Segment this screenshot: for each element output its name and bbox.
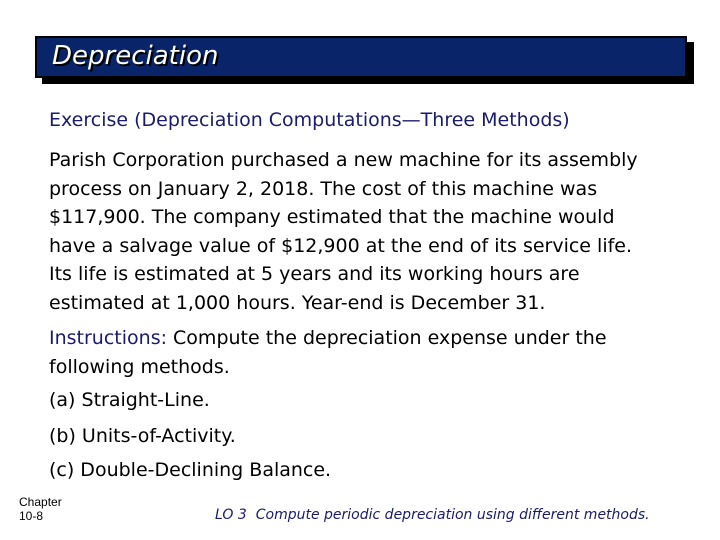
- problem-line: process on January 2, 2018. The cost of this machine was: [49, 177, 598, 200]
- exercise-heading: Exercise (Depreciation Computations—Three Methods): [49, 109, 570, 131]
- instructions-label: Instructions:: [49, 327, 167, 349]
- title-bar: [35, 36, 687, 78]
- problem-line: $117,900. The company estimated that the machine would: [49, 206, 615, 229]
- problem-line: Parish Corporation purchased a new machine for its assembly: [49, 149, 638, 171]
- chapter-label: [19, 495, 62, 523]
- method-double-declining: (c) Double-Declining Balance.: [49, 459, 332, 481]
- problem-line: have a salvage value of $12,900 at the end of its service life.: [49, 234, 633, 257]
- chapter-number: 10-8: [19, 509, 44, 523]
- method-straight-line: (a) Straight-Line.: [49, 389, 210, 411]
- instructions-line-2: following methods.: [49, 355, 230, 378]
- learning-objective: [215, 507, 650, 523]
- method-units-of-activity: (b) Units-of-Activity.: [49, 425, 236, 447]
- slide-title: Depreciation: [52, 41, 219, 71]
- instructions-line-1: [49, 324, 709, 353]
- problem-line: estimated at 1,000 hours. Year-end is December 31.: [49, 291, 546, 314]
- lo-label: LO 3: [215, 507, 247, 523]
- chapter-word: Chapter: [19, 495, 62, 509]
- problem-statement: [49, 146, 709, 318]
- lo-text: Compute periodic depreciation using different methods.: [255, 507, 650, 523]
- instructions: [49, 324, 709, 381]
- problem-line: Its life is estimated at 5 years and its working hours are: [49, 263, 580, 286]
- instructions-text: Compute the depreciation expense under the: [167, 327, 607, 349]
